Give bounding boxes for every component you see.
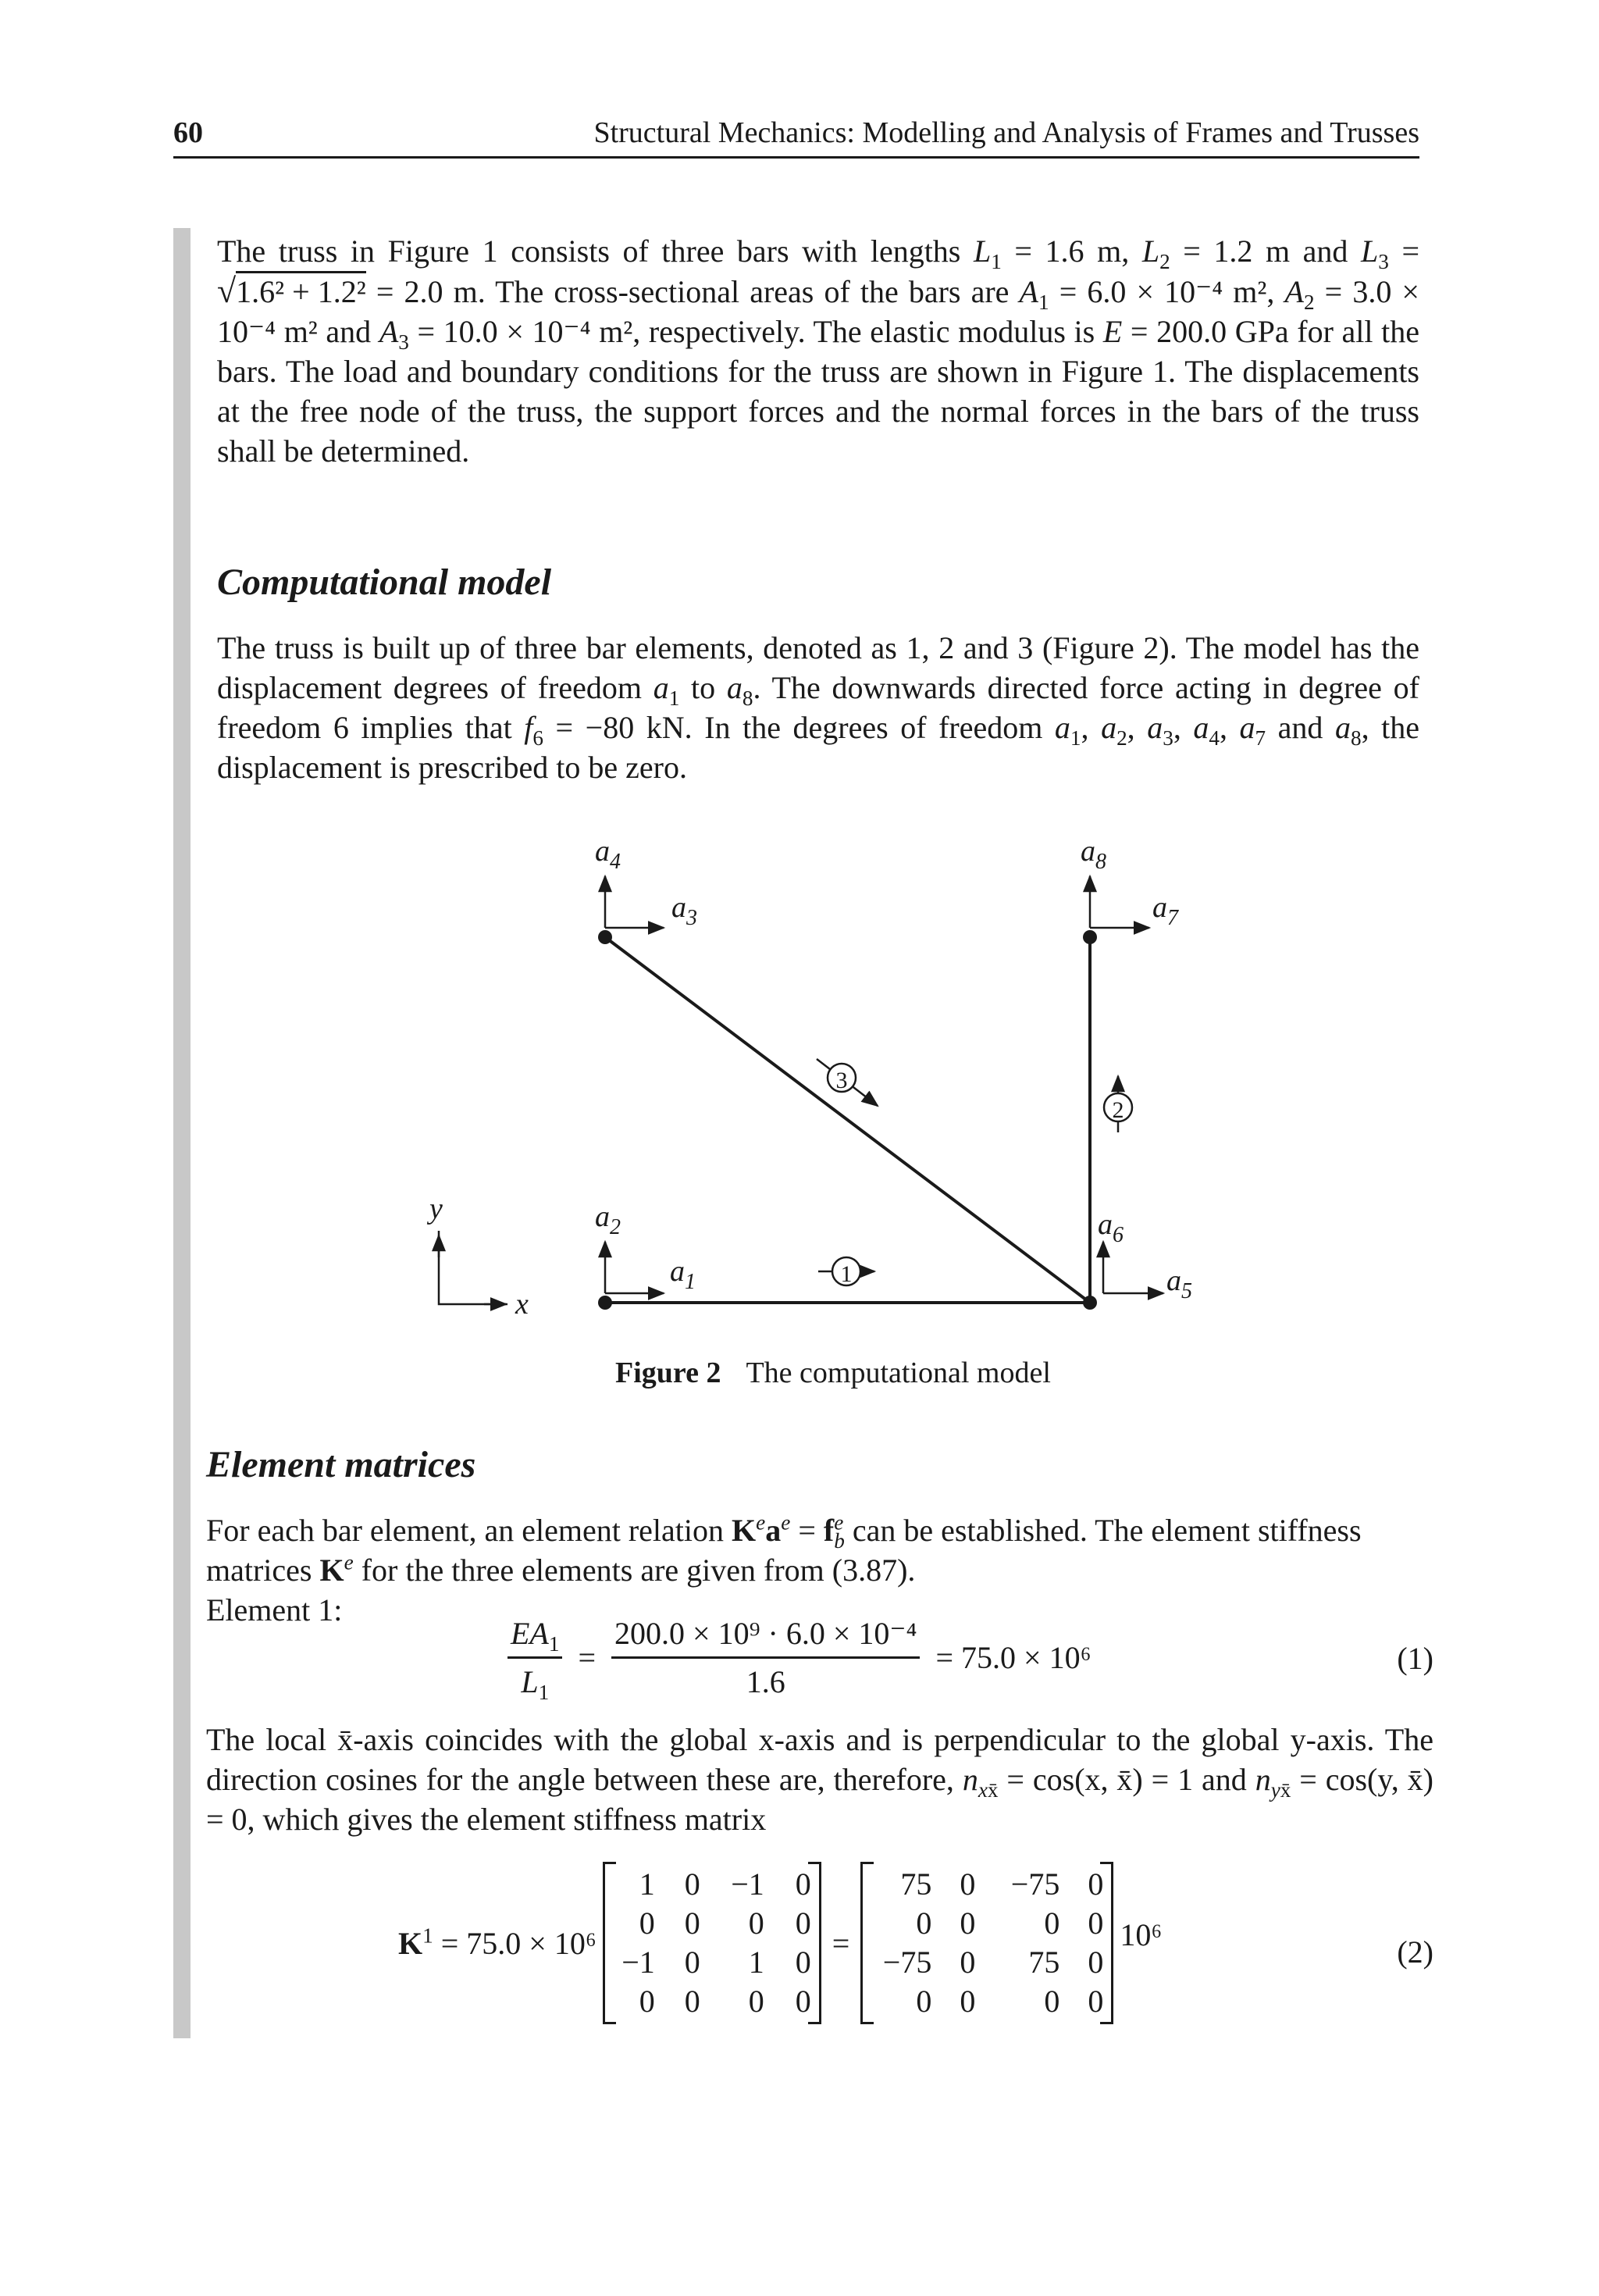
intro-L3-eq: = <box>1388 234 1420 269</box>
eq1-mid-fraction <box>611 1615 920 1700</box>
axis-y-label: y <box>429 1193 443 1225</box>
equation-2-number: (2) <box>1397 1934 1433 1970</box>
matrix-b-cell: 0 <box>916 1984 932 2019</box>
equation-1-number: (1) <box>1397 1641 1433 1676</box>
intro-E: = 200.0 GPa for all the bars. The load and boundary conditions for the truss are shown in Figure 1. The displacements at the free node of the truss, the support forces and the normal forces in the bars of the truss shall be determined. <box>217 314 1420 469</box>
equation-2: $K^1 = 75.0 \times 10^6$ 1 0 −1 0 0 0 0 0 −1 0 1 0 0 0 0 0 = 75 0 −75 0 0 0 0 0 −75 0 75 0 0 0 0 0 10⁶ <box>398 1862 1162 2024</box>
bar-element-3 <box>605 937 1090 1303</box>
matrix-b-cell: 0 <box>960 1906 976 1941</box>
matrix-a-cell: 0 <box>684 1866 700 1902</box>
matrix-b <box>871 1865 1103 2021</box>
matrix-b-cell: 0 <box>1044 1906 1060 1941</box>
matrix-a-cell: 0 <box>748 1984 764 2019</box>
intro-A1: = 6.0 × 10⁻⁴ m², <box>1049 274 1275 309</box>
eq1-lhs-fraction: $\frac{EA_1}{L_1}$ <box>507 1615 562 1700</box>
eq2-lhs: K <box>398 1925 423 1961</box>
sqrt-expression: √ 1.6² + 1.2² <box>217 272 366 310</box>
matrix-a-cell: 1 <box>748 1945 764 1980</box>
matrix-a-cell: 0 <box>684 1906 700 1941</box>
eq2-factor: = 75.0 × 10⁶ <box>433 1925 597 1961</box>
matrix-b-cell: 75 <box>1028 1945 1060 1980</box>
sqrt-body: 1.6² + 1.2² <box>236 271 366 309</box>
matrix-a-cell: 0 <box>795 1984 811 2019</box>
matrix-b-cell: 0 <box>1088 1906 1104 1941</box>
intro-L2: = 1.2 m and <box>1170 234 1348 269</box>
intro-text-1: The truss in Figure 1 consists of three bars with lengths <box>217 234 974 269</box>
em-text-3: for the three elements are given from (3.87). <box>353 1553 916 1588</box>
eq2-scale: 10⁶ <box>1120 1917 1163 1952</box>
element-1-label-text: Element 1: <box>206 1592 343 1628</box>
running-title: Structural Mechanics: Modelling and Analysis of Frames and Trusses <box>593 116 1419 149</box>
matrix-a <box>613 1865 811 2021</box>
cm-text-5: and <box>1266 710 1335 745</box>
equation-1: $\frac{EA_1}{L_1}$ = $\frac{\text{200.0 × 10⁹ · 6.0 × 10⁻⁴}}{1.6}$ = 75.0 × 10⁶ <box>507 1615 1092 1700</box>
em-p2-text-1: The local x̄-axis coincides with the global x-axis and is perpendicular to the global y-axis. The direction cosines for the angle between these are, therefore, <box>206 1722 1433 1797</box>
intro-paragraph: The truss in Figure 1 consists of three bars with lengths $L_1 = 1.6$ m, $L_2 = 1.2$ m and $L_3$ = √ 1.6² + 1.2² = 2.0 m. The cross-sectional areas of the bars are $A_1 = 6.0 \times 10^{-4}$ m², $A_2 = 3.0 \times 10^{-4}$ m² and $A_3 = 10.0 \times 10^{-4}$ m², respectively. The elastic modulus is E = 200.0 GPa for all the bars. The load and boundary conditions for the truss are shown in Figure 1. The displacements at the free node of the truss, the support forces and the normal forces in the bars of the truss shall be determined. <box>217 234 1420 469</box>
matrix-a-cell: 0 <box>684 1945 700 1980</box>
dof-label-a4: $a_4$ <box>595 835 621 874</box>
eq1-lhs-den: L <box>521 1664 539 1699</box>
intro-L1: = 1.6 m, <box>1001 234 1142 269</box>
matrix-a-cell: 1 <box>639 1866 655 1902</box>
cm-text-4: = −80 kN. In the degrees of freedom <box>543 710 1055 745</box>
figure-caption-text: The computational model <box>746 1357 1051 1389</box>
header-rule <box>173 156 1419 159</box>
matrix-b-cell: 0 <box>960 1984 976 2019</box>
matrix-b-cell: −75 <box>882 1945 932 1980</box>
page-number: 60 <box>173 116 203 149</box>
dof-label-a8: $a_8$ <box>1081 835 1106 874</box>
matrix-a-cell: −1 <box>621 1945 655 1980</box>
matrix-b-cell: 0 <box>1088 1866 1104 1902</box>
element-2-label: 2 <box>1112 1097 1124 1123</box>
intro-A2: = 3.0 × 10⁻⁴ m² and <box>217 274 1419 349</box>
matrix-a-cell: 0 <box>639 1984 655 2019</box>
element-matrices-paragraph: For each bar element, an element relation $K^ea^e = f^e_b$ can be established. The element stiffness matrices $K^e$ for the three elements are given from (3.87). Element 1: <box>206 1510 1362 1628</box>
direction-cosines-paragraph: The local x̄-axis coincides with the global x-axis and is perpendicular to the global y-axis. The direction cosines for the angle between these are, therefore, $n_{xx̄} = \cos(x$, x̄) = 1 and $n_{yx̄} = \cos(y$, x̄) = 0, which gives the element stiffness matrix <box>206 1722 1433 1837</box>
figure-caption <box>615 1356 1051 1390</box>
example-side-bar <box>173 228 191 2038</box>
matrix-b-cell: 0 <box>1088 1984 1104 2019</box>
element-1-label: 1 <box>840 1261 853 1287</box>
dof-label-a1: $a_1$ <box>670 1255 696 1294</box>
dof-label-a3: $a_3$ <box>671 891 697 930</box>
element-3-label: 3 <box>835 1068 848 1093</box>
matrix-a-cell: −1 <box>731 1866 764 1902</box>
matrix-b-cell: 0 <box>1044 1984 1060 2019</box>
matrix-b-cell: −75 <box>1010 1866 1060 1902</box>
matrix-a-bracket <box>603 1862 821 2024</box>
dof-label-a2: $a_2$ <box>595 1200 621 1239</box>
node-bottom-right <box>1083 1296 1097 1310</box>
intro-A3: = 10.0 × 10⁻⁴ m², respectively. The elastic modulus is <box>408 314 1095 349</box>
eq2-lhs-sup: 1 <box>422 1923 433 1948</box>
em-p2-text-2: = cos(x, x̄) = 1 and <box>998 1762 1255 1797</box>
figure-caption-label: Figure 2 <box>615 1357 721 1389</box>
matrix-a-cell: 0 <box>795 1945 811 1980</box>
matrix-b-cell: 75 <box>900 1866 932 1902</box>
dof-label-a7: $a_7$ <box>1152 891 1178 930</box>
em-p2-text-3: = cos(y, x̄) = 0, which gives the element stiffness matrix <box>206 1762 1433 1837</box>
matrix-a-cell: 0 <box>639 1906 655 1941</box>
truss-figure <box>390 820 1249 1335</box>
cm-text-3: . The downwards directed force acting in degree of freedom 6 implies that <box>217 670 1419 745</box>
matrix-a-cell: 0 <box>795 1906 811 1941</box>
node-top-left <box>598 930 612 944</box>
matrix-a-cell: 0 <box>684 1984 700 2019</box>
cm-text-6: , the displacement is prescribed to be zero. <box>217 710 1420 785</box>
em-text-2: can be established. The element stiffness matrices <box>206 1513 1362 1588</box>
node-top-right <box>1083 930 1097 944</box>
cm-text-2: to <box>679 670 727 705</box>
em-text-1: For each bar element, an element relation <box>206 1513 732 1548</box>
dof-label-a6: $a_6$ <box>1098 1208 1124 1247</box>
dof-label-a5: $a_5$ <box>1166 1264 1192 1303</box>
eq1-lhs-num: EA <box>511 1616 549 1651</box>
node-bottom-left <box>598 1296 612 1310</box>
heading-computational-model: Computational model <box>217 562 552 603</box>
eq1-mid-den: 1.6 <box>746 1664 785 1699</box>
cm-text-1: The truss is built up of three bar elements, denoted as 1, 2 and 3 (Figure 2). The model has the displacement degrees of freedom <box>217 630 1419 705</box>
global-axes <box>439 1231 507 1304</box>
eq1-mid-num: 200.0 × 10⁹ · 6.0 × 10⁻⁴ <box>611 1615 920 1659</box>
matrix-b-cell: 0 <box>1088 1945 1104 1980</box>
matrix-a-cell: 0 <box>795 1866 811 1902</box>
axis-x-label: x <box>515 1288 529 1321</box>
matrix-b-bracket <box>860 1862 1113 2024</box>
matrix-b-cell: 0 <box>960 1945 976 1980</box>
heading-element-matrices: Element matrices <box>206 1444 476 1485</box>
computational-model-paragraph: The truss is built up of three bar elements, denoted as 1, 2 and 3 (Figure 2). The model has the displacement degrees of freedom $a_1$ to $a_8$. The downwards directed force acting in degree of freedom 6 implies that $f_6 = -80$ kN. In the degrees of freedom $a_1$, $a_2$, $a_3$, $a_4$, $a_7$ and $a_8$, the displacement is prescribed to be zero. <box>217 630 1420 785</box>
intro-L3: = 2.0 m. The cross-sectional areas of the bars are <box>365 274 1020 309</box>
eq1-rhs: = 75.0 × 10⁶ <box>935 1640 1092 1675</box>
matrix-b-cell: 0 <box>916 1906 932 1941</box>
matrix-a-cell: 0 <box>748 1906 764 1941</box>
matrix-b-cell: 0 <box>960 1866 976 1902</box>
